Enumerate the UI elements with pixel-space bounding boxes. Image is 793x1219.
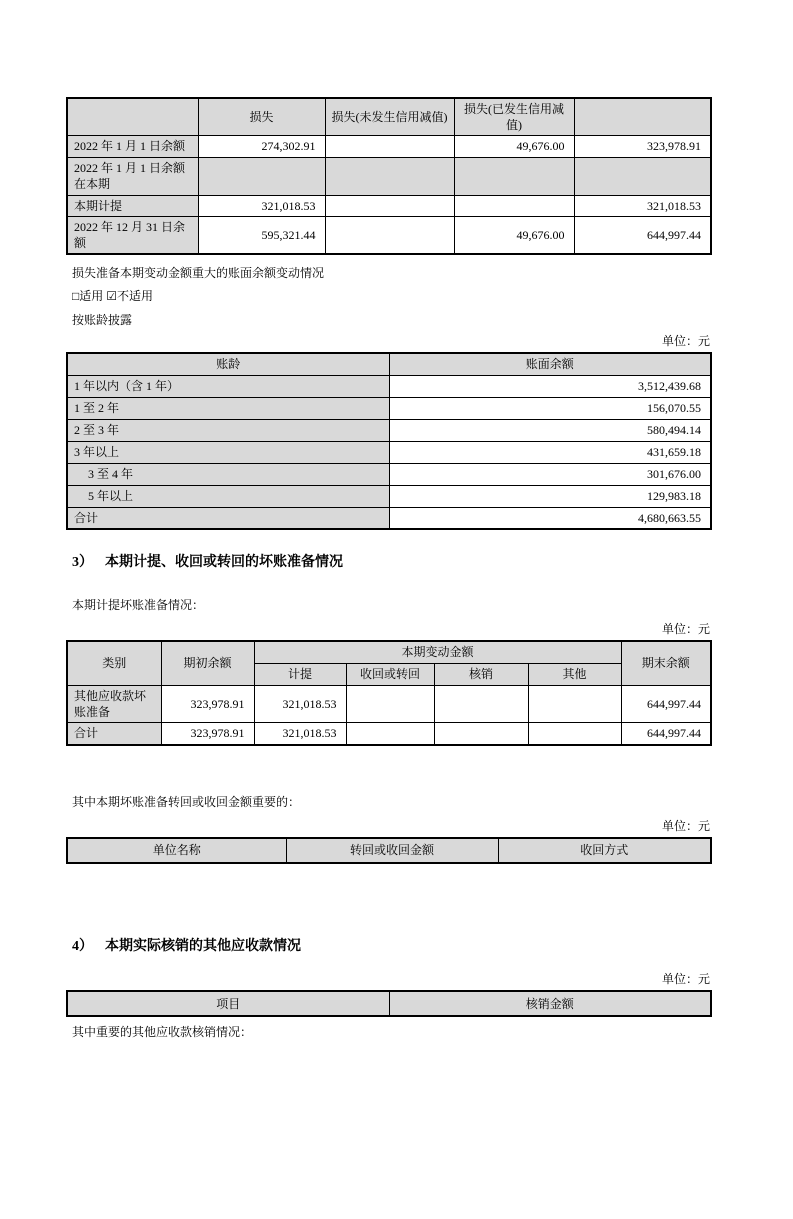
header-loss-not-impaired: 损失(未发生信用减值) — [325, 98, 454, 136]
recovery-table — [66, 837, 712, 864]
unit-label: 单位：元 — [661, 971, 710, 986]
recovery-note: 其中本期坏账准备转回或收回金额重要的： — [72, 794, 301, 809]
amount-cell — [434, 723, 528, 745]
header-change-group: 本期变动金额 — [254, 641, 621, 663]
row-label-cell: 3 年以上 — [67, 441, 389, 463]
table-row — [67, 136, 711, 157]
table-row — [67, 216, 711, 254]
writeoff-table — [66, 990, 712, 1017]
section-number: 4） — [72, 939, 93, 955]
amount-cell: 274,302.91 — [198, 136, 325, 157]
header-closing-balance: 期末余额 — [621, 641, 711, 685]
unit-label: 单位：元 — [661, 818, 710, 833]
row-label-cell: 3 至 4 年 — [67, 463, 389, 485]
row-label-cell: 1 至 2 年 — [67, 397, 389, 419]
amount-cell: 644,997.44 — [621, 723, 711, 745]
header-opening-balance: 期初余额 — [161, 641, 254, 685]
provision-table — [66, 640, 712, 745]
amount-cell — [454, 157, 574, 195]
total-label-cell: 合计 — [67, 507, 389, 529]
section4-heading — [66, 938, 710, 957]
amount-cell: 323,978.91 — [161, 723, 254, 745]
amount-cell: 49,676.00 — [454, 136, 574, 157]
amount-cell: 323,978.91 — [574, 136, 711, 157]
table-row — [67, 723, 711, 745]
amount-cell — [325, 157, 454, 195]
header-empty-cell — [67, 98, 198, 136]
provision-subnote: 本期计提坏账准备情况： — [72, 597, 205, 612]
header-category: 类别 — [67, 641, 161, 685]
amount-cell — [454, 195, 574, 216]
amount-cell: 301,676.00 — [389, 463, 711, 485]
header-company-name: 单位名称 — [67, 838, 286, 863]
header-recovered-amount: 转回或收回金额 — [286, 838, 498, 863]
table-row — [67, 397, 711, 419]
header-item: 项目 — [67, 991, 389, 1016]
amount-cell: 321,018.53 — [198, 195, 325, 216]
checkbox-not-applicable: ☑不适用 — [106, 289, 154, 304]
total-label-cell: 合计 — [67, 723, 161, 745]
amount-cell: 3,512,439.68 — [389, 375, 711, 397]
amount-cell: 321,018.53 — [254, 685, 346, 722]
section3-heading — [66, 554, 710, 573]
table-row — [67, 195, 711, 216]
row-label-cell: 2 至 3 年 — [67, 419, 389, 441]
loss-allowance-table — [66, 97, 712, 255]
amount-cell: 156,070.55 — [389, 397, 711, 419]
table-row — [67, 685, 711, 722]
header-book-balance: 账面余额 — [389, 353, 711, 375]
header-other: 其他 — [528, 663, 621, 685]
row-label-cell: 2022 年 12 月 31 日余额 — [67, 216, 198, 254]
amount-cell: 431,659.18 — [389, 441, 711, 463]
amount-cell — [528, 723, 621, 745]
header-empty-cell — [574, 98, 711, 136]
amount-cell — [346, 685, 434, 722]
section-title: 本期计提、收回或转回的坏账准备情况 — [105, 555, 343, 570]
checkbox-applicable: □适用 — [72, 289, 104, 304]
table-row — [67, 463, 711, 485]
section-number: 3） — [72, 555, 93, 570]
row-label-cell: 2022 年 1 月 1 日余额在本期 — [67, 157, 198, 195]
row-label-cell: 本期计提 — [67, 195, 198, 216]
header-loss: 损失 — [198, 98, 325, 136]
row-label-cell: 5 年以上 — [67, 485, 389, 507]
table-row — [67, 441, 711, 463]
table-header-row — [67, 641, 711, 663]
table-header-row — [67, 98, 711, 136]
header-aging: 账龄 — [67, 353, 389, 375]
amount-cell: 323,978.91 — [161, 685, 254, 722]
table-header-row — [67, 838, 711, 863]
row-label-cell: 2022 年 1 月 1 日余额 — [67, 136, 198, 157]
amount-cell — [325, 195, 454, 216]
amount-cell — [198, 157, 325, 195]
unit-label: 单位：元 — [661, 333, 710, 348]
amount-cell — [346, 723, 434, 745]
amount-cell: 644,997.44 — [574, 216, 711, 254]
aging-table — [66, 352, 712, 530]
amount-cell — [325, 216, 454, 254]
table-row — [67, 485, 711, 507]
header-accrual: 计提 — [254, 663, 346, 685]
table-header-row — [67, 353, 711, 375]
row-label-cell: 1 年以内（含 1 年） — [67, 375, 389, 397]
row-label-cell: 其他应收款坏账准备 — [67, 685, 161, 722]
amount-cell: 49,676.00 — [454, 216, 574, 254]
important-writeoff-note: 其中重要的其他应收款核销情况： — [72, 1025, 253, 1040]
material-change-note: 损失准备本期变动金额重大的账面余额变动情况 — [72, 266, 325, 281]
header-loss-impaired: 损失(已发生信用减值) — [454, 98, 574, 136]
amount-cell: 580,494.14 — [389, 419, 711, 441]
header-writeoff: 核销 — [434, 663, 528, 685]
table-row — [67, 507, 711, 529]
table-row — [67, 375, 711, 397]
header-recover: 收回或转回 — [346, 663, 434, 685]
table-header-row — [67, 991, 711, 1016]
amount-cell — [434, 685, 528, 722]
amount-cell: 4,680,663.55 — [389, 507, 711, 529]
applicability-line — [66, 288, 710, 304]
amount-cell — [528, 685, 621, 722]
section-title: 本期实际核销的其他应收款情况 — [105, 939, 301, 955]
document-page — [66, 97, 710, 1040]
table-row — [67, 157, 711, 195]
amount-cell: 129,983.18 — [389, 485, 711, 507]
amount-cell: 644,997.44 — [621, 685, 711, 722]
aging-disclosure-note: 按账龄披露 — [72, 312, 133, 327]
amount-cell — [574, 157, 711, 195]
amount-cell: 321,018.53 — [574, 195, 711, 216]
unit-label: 单位：元 — [661, 622, 710, 637]
header-writeoff-amount: 核销金额 — [389, 991, 711, 1016]
amount-cell: 321,018.53 — [254, 723, 346, 745]
amount-cell — [325, 136, 454, 157]
header-recovery-method: 收回方式 — [498, 838, 711, 863]
amount-cell: 595,321.44 — [198, 216, 325, 254]
table-row — [67, 419, 711, 441]
